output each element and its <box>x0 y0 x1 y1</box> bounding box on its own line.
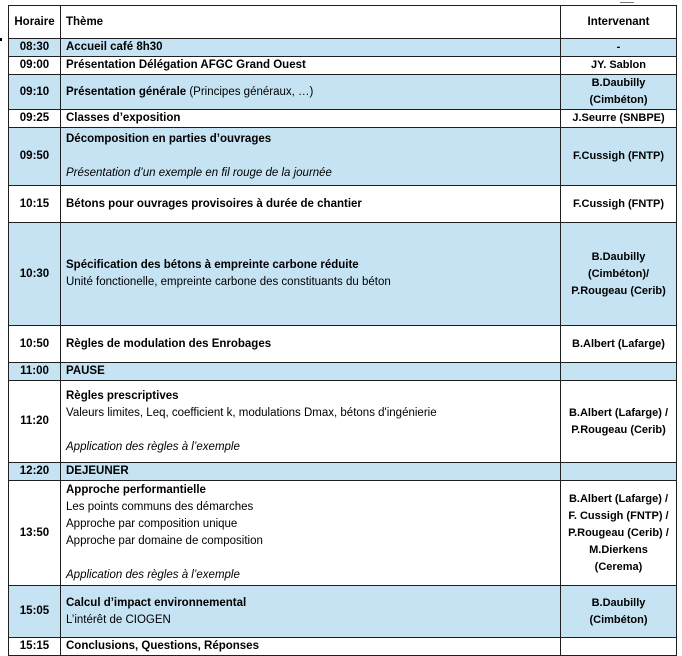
speaker-cell <box>561 638 677 656</box>
theme-cell <box>61 57 561 75</box>
speaker-cell <box>561 186 677 223</box>
theme-cell <box>61 586 561 638</box>
header-time: Horaire <box>9 6 61 39</box>
speaker-cell <box>561 57 677 75</box>
time-cell: 10:50 <box>9 326 61 363</box>
time-cell: 09:10 <box>9 75 61 110</box>
speaker-line: M.Dierkens <box>589 543 648 556</box>
theme-title: Présentation Délégation AFGC Grand Ouest <box>66 59 306 71</box>
time-cell: 15:05 <box>9 586 61 638</box>
speaker-line: (Cimbéton)/ <box>587 267 650 280</box>
theme-italic-note: Application des règles à l’exemple <box>66 440 240 453</box>
time-cell: 11:00 <box>9 363 61 381</box>
table-row <box>9 57 677 75</box>
theme-title-line <box>66 84 555 101</box>
theme-cell <box>61 638 561 656</box>
speaker-cell <box>561 39 677 57</box>
theme-title: Règles prescriptives <box>66 389 179 402</box>
table-row <box>9 39 677 57</box>
table-row <box>9 363 677 381</box>
theme-title: Spécification des bétons à empreinte carbone réduite <box>66 259 359 271</box>
table-row <box>9 463 677 481</box>
theme-detail-line: Approche par composition unique <box>66 518 238 530</box>
speaker-line: J.Seurre (SNBPE) <box>572 112 665 124</box>
speaker-cell <box>561 110 677 128</box>
time-cell: 12:20 <box>9 463 61 481</box>
speaker-line: P.Rougeau (Cerib) <box>571 284 666 297</box>
table-row <box>9 326 677 363</box>
speaker-line: B.Albert (Lafarge) / <box>568 492 668 505</box>
theme-detail-line: L’intérêt de CIOGEN <box>66 613 171 626</box>
theme-cell <box>61 463 561 481</box>
theme-title: Règles de modulation des Enrobages <box>66 337 272 350</box>
theme-title-line <box>66 482 555 499</box>
theme-title-line <box>66 595 555 612</box>
theme-title-line <box>66 39 555 56</box>
speaker-line: P.Rougeau (Cerib) <box>571 423 666 436</box>
theme-cell <box>61 326 561 363</box>
speaker-line: - <box>616 41 621 53</box>
time-cell: 10:15 <box>9 186 61 223</box>
theme-cell <box>61 223 561 326</box>
table-row <box>9 75 677 110</box>
theme-title: PAUSE <box>66 365 105 377</box>
theme-cell <box>61 186 561 223</box>
time-cell: 10:30 <box>9 223 61 326</box>
theme-title-line <box>66 388 555 405</box>
speaker-line: B.Albert (Lafarge) / <box>568 406 668 419</box>
theme-title: Classes d’exposition <box>66 112 181 124</box>
speaker-cell <box>561 586 677 638</box>
theme-cell <box>61 363 561 381</box>
theme-title-suffix: (Principes généraux, …) <box>186 85 314 98</box>
speaker-cell <box>561 363 677 381</box>
speaker-line: (Cerema) <box>594 560 643 573</box>
speaker-cell <box>561 326 677 363</box>
speaker-cell <box>561 128 677 186</box>
time-cell: 09:50 <box>9 128 61 186</box>
theme-title: Bétons pour ouvrages provisoires à durée de chantier <box>66 197 362 210</box>
theme-detail-line: Approche par domaine de composition <box>66 535 263 547</box>
theme-cell <box>61 39 561 57</box>
theme-title-line <box>66 257 555 274</box>
speaker-line: F.Cussigh (FNTP) <box>572 197 665 210</box>
theme-detail-line: Les points communs des démarches <box>66 501 254 513</box>
theme-title-line <box>66 638 555 655</box>
speaker-cell <box>561 75 677 110</box>
edge-mark <box>0 38 2 41</box>
theme-cell <box>61 128 561 186</box>
theme-detail-line: Unité fonctionelle, empreinte carbone des constituants du béton <box>66 276 391 288</box>
time-cell: 15:15 <box>9 638 61 656</box>
header-theme: Thème <box>61 6 561 39</box>
time-cell: 09:25 <box>9 110 61 128</box>
table-row <box>9 481 677 586</box>
table-row <box>9 186 677 223</box>
theme-title: Décomposition en parties d’ouvrages <box>66 133 272 145</box>
theme-title-line <box>66 363 555 380</box>
program-rows <box>9 39 677 656</box>
time-cell: 13:50 <box>9 481 61 586</box>
speaker-cell <box>561 381 677 463</box>
theme-italic-note: Présentation d’un exemple en fil rouge de la journée <box>66 167 332 179</box>
table-row <box>9 223 677 326</box>
time-cell: 08:30 <box>9 39 61 57</box>
table-row <box>9 381 677 463</box>
table-row <box>9 128 677 186</box>
time-cell: 09:00 <box>9 57 61 75</box>
corner-mark <box>620 0 634 3</box>
speaker-line: B.Albert (Lafarge) <box>572 337 665 350</box>
speaker-line: JY. Sablon <box>590 59 647 71</box>
speaker-line: (Cimbéton) <box>589 94 648 106</box>
time-cell: 11:20 <box>9 381 61 463</box>
theme-cell <box>61 381 561 463</box>
table-row <box>9 110 677 128</box>
speaker-line: (Cimbéton) <box>589 613 648 626</box>
theme-title: Accueil café 8h30 <box>66 41 163 53</box>
program-table <box>8 5 677 656</box>
speaker-line: B.Daubilly <box>591 77 646 89</box>
header-row <box>9 6 677 39</box>
theme-cell <box>61 110 561 128</box>
theme-cell <box>61 75 561 110</box>
theme-title-line <box>66 110 555 127</box>
theme-title: DEJEUNER <box>66 465 129 477</box>
theme-title-line <box>66 196 555 213</box>
speaker-cell <box>561 481 677 586</box>
speaker-line: F.Cussigh (FNTP) <box>572 150 665 162</box>
speaker-line: B.Daubilly <box>591 250 646 263</box>
table-row <box>9 586 677 638</box>
speaker-line: P.Rougeau (Cerib) / <box>568 526 669 539</box>
header-speaker: Intervenant <box>561 6 677 39</box>
speaker-cell <box>561 223 677 326</box>
theme-title-line <box>66 463 555 480</box>
speaker-line: F. Cussigh (FNTP) / <box>568 509 669 522</box>
theme-title-line <box>66 336 555 353</box>
speaker-cell <box>561 463 677 481</box>
theme-title-line <box>66 131 555 148</box>
theme-title: Approche performantielle <box>66 484 206 496</box>
theme-italic-note: Application des règles à l’exemple <box>66 569 240 581</box>
table-row <box>9 638 677 656</box>
theme-title-line <box>66 57 555 74</box>
theme-title: Conclusions, Questions, Réponses <box>66 640 259 652</box>
theme-title: Présentation générale <box>66 85 187 98</box>
theme-title: Calcul d’impact environnemental <box>66 596 247 609</box>
theme-cell <box>61 481 561 586</box>
theme-detail-line: Valeurs limites, Leq, coefficient k, modulations Dmax, bétons d'ingénierie <box>66 406 437 419</box>
speaker-line: B.Daubilly <box>591 596 646 609</box>
